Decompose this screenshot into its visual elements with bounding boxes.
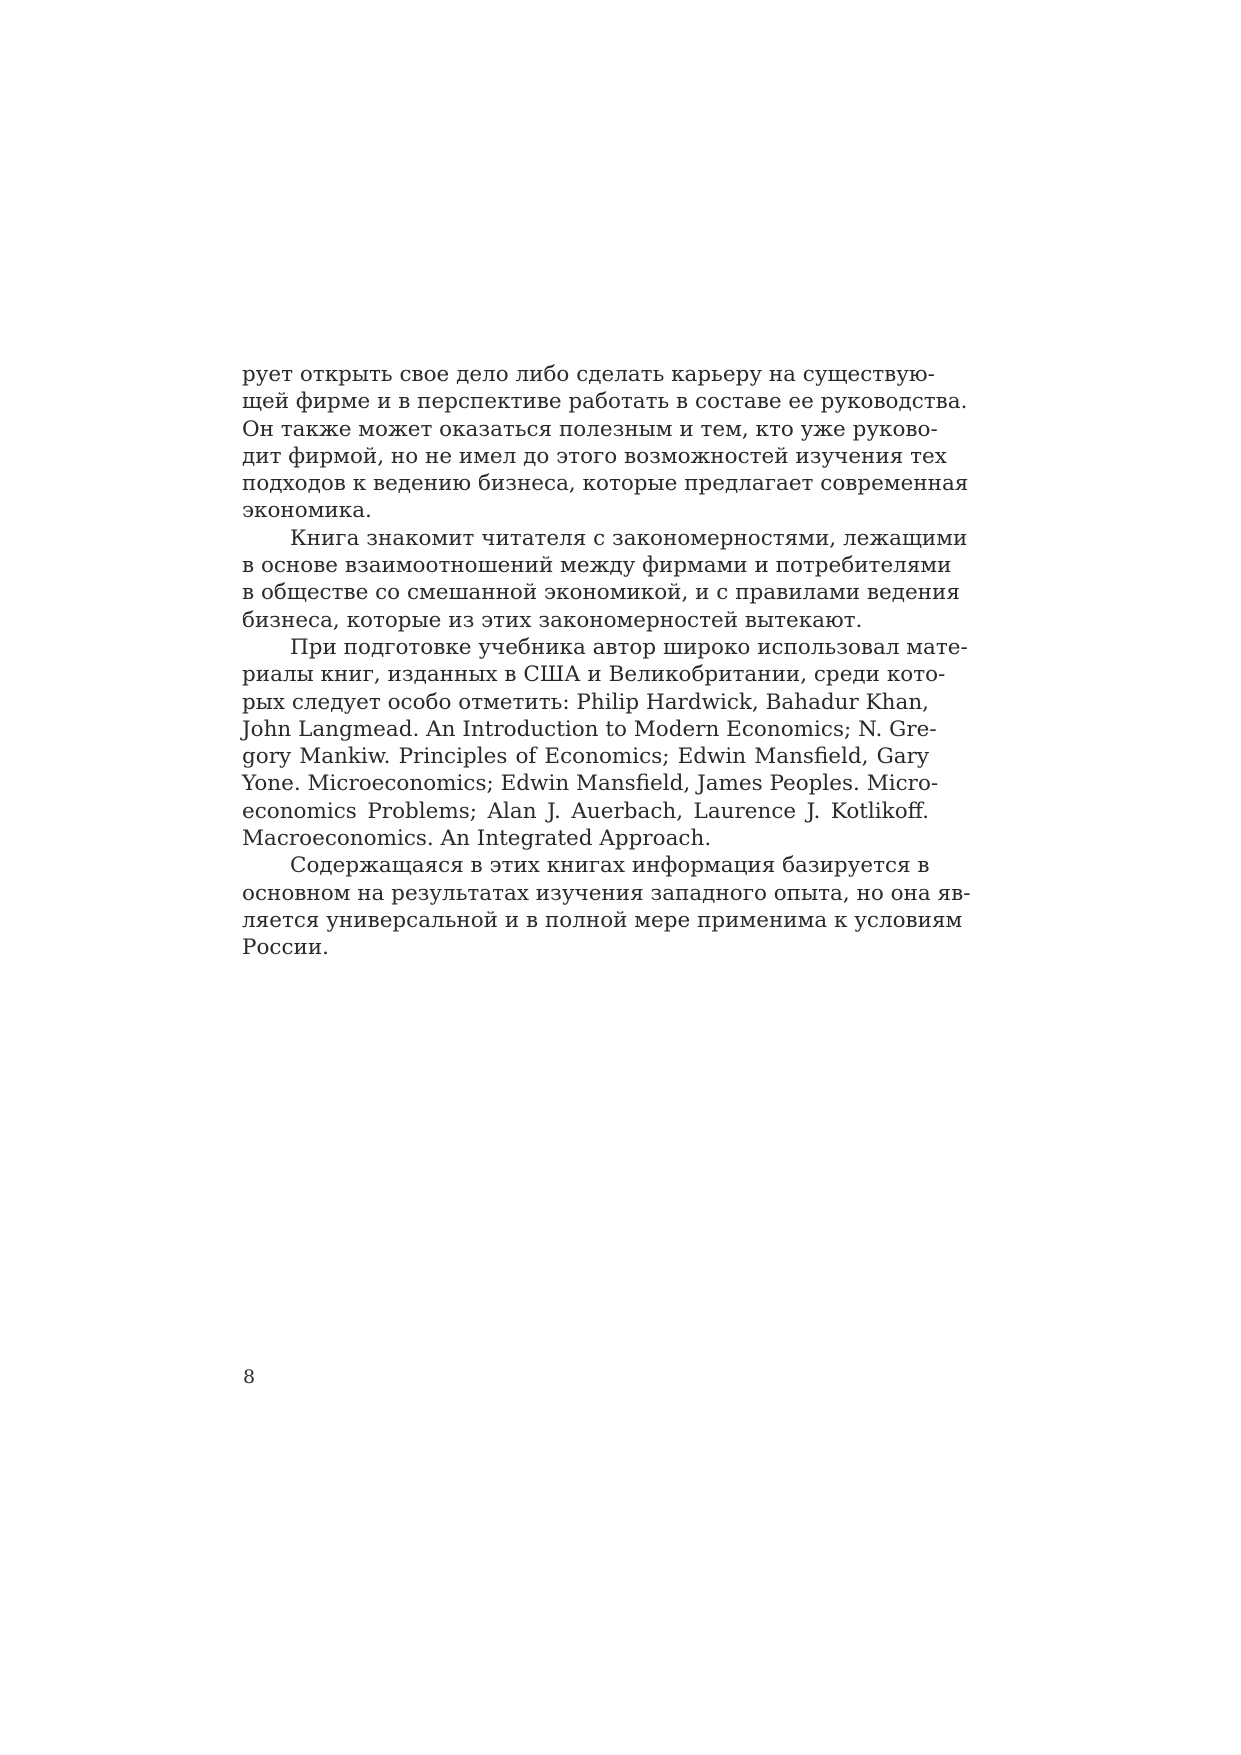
text-line: основном на результатах изучения западного опыта, но она яв-	[242, 880, 971, 906]
text-line: Книга знакомит читателя с закономерностями, лежащими	[290, 525, 968, 551]
text-line: economics Problems; Alan J. Auerbach, Laurence J. Kotlikoff.	[242, 798, 929, 824]
text-line: России.	[242, 935, 329, 961]
text-line: бизнеса, которые из этих закономерностей вытекают.	[242, 607, 863, 633]
text-line: Он также может оказаться полезным и тем, кто уже руково-	[242, 416, 938, 442]
text-line: подходов к ведению бизнеса, которые предлагает современная	[242, 471, 969, 497]
text-line: Macroeconomics. An Integrated Approach.	[242, 826, 712, 852]
text-line: дит фирмой, но не имел до этого возможностей изучения тех	[242, 443, 947, 469]
text-line: щей фирме и в перспективе работать в составе ее руководства.	[242, 389, 968, 415]
text-line: John Langmead. An Introduction to Modern Economics; N. Gre-	[242, 716, 937, 742]
text-line: рует открыть свое дело либо сделать карьеру на существую-	[242, 362, 935, 387]
text-line: экономика.	[242, 498, 372, 524]
text-line: Содержащаяся в этих книгах информация базируется в	[290, 853, 930, 879]
text-line: Yone. Microeconomics; Edwin Mansfield, James Peoples. Micro-	[242, 771, 939, 797]
text-line: gory Mankiw. Principles of Economics; Edwin Mansfield, Gary	[242, 744, 929, 770]
text-line: При подготовке учебника автор широко использовал мате-	[290, 634, 968, 660]
text-line: рых следует особо отметить: Philip Hardwick, Bahadur Khan,	[242, 689, 930, 715]
text-line: в основе взаимоотношений между фирмами и потребителями	[242, 553, 952, 579]
text-line: риалы книг, изданных в США и Великобритании, среди кото-	[242, 662, 946, 688]
text-line: ляется универсальной и в полной мере применима к условиям	[242, 907, 963, 933]
page-number: 8	[243, 1366, 256, 1388]
body-text	[242, 361, 971, 962]
text-line: в обществе со смешанной экономикой, и с правилами ведения	[242, 580, 960, 606]
